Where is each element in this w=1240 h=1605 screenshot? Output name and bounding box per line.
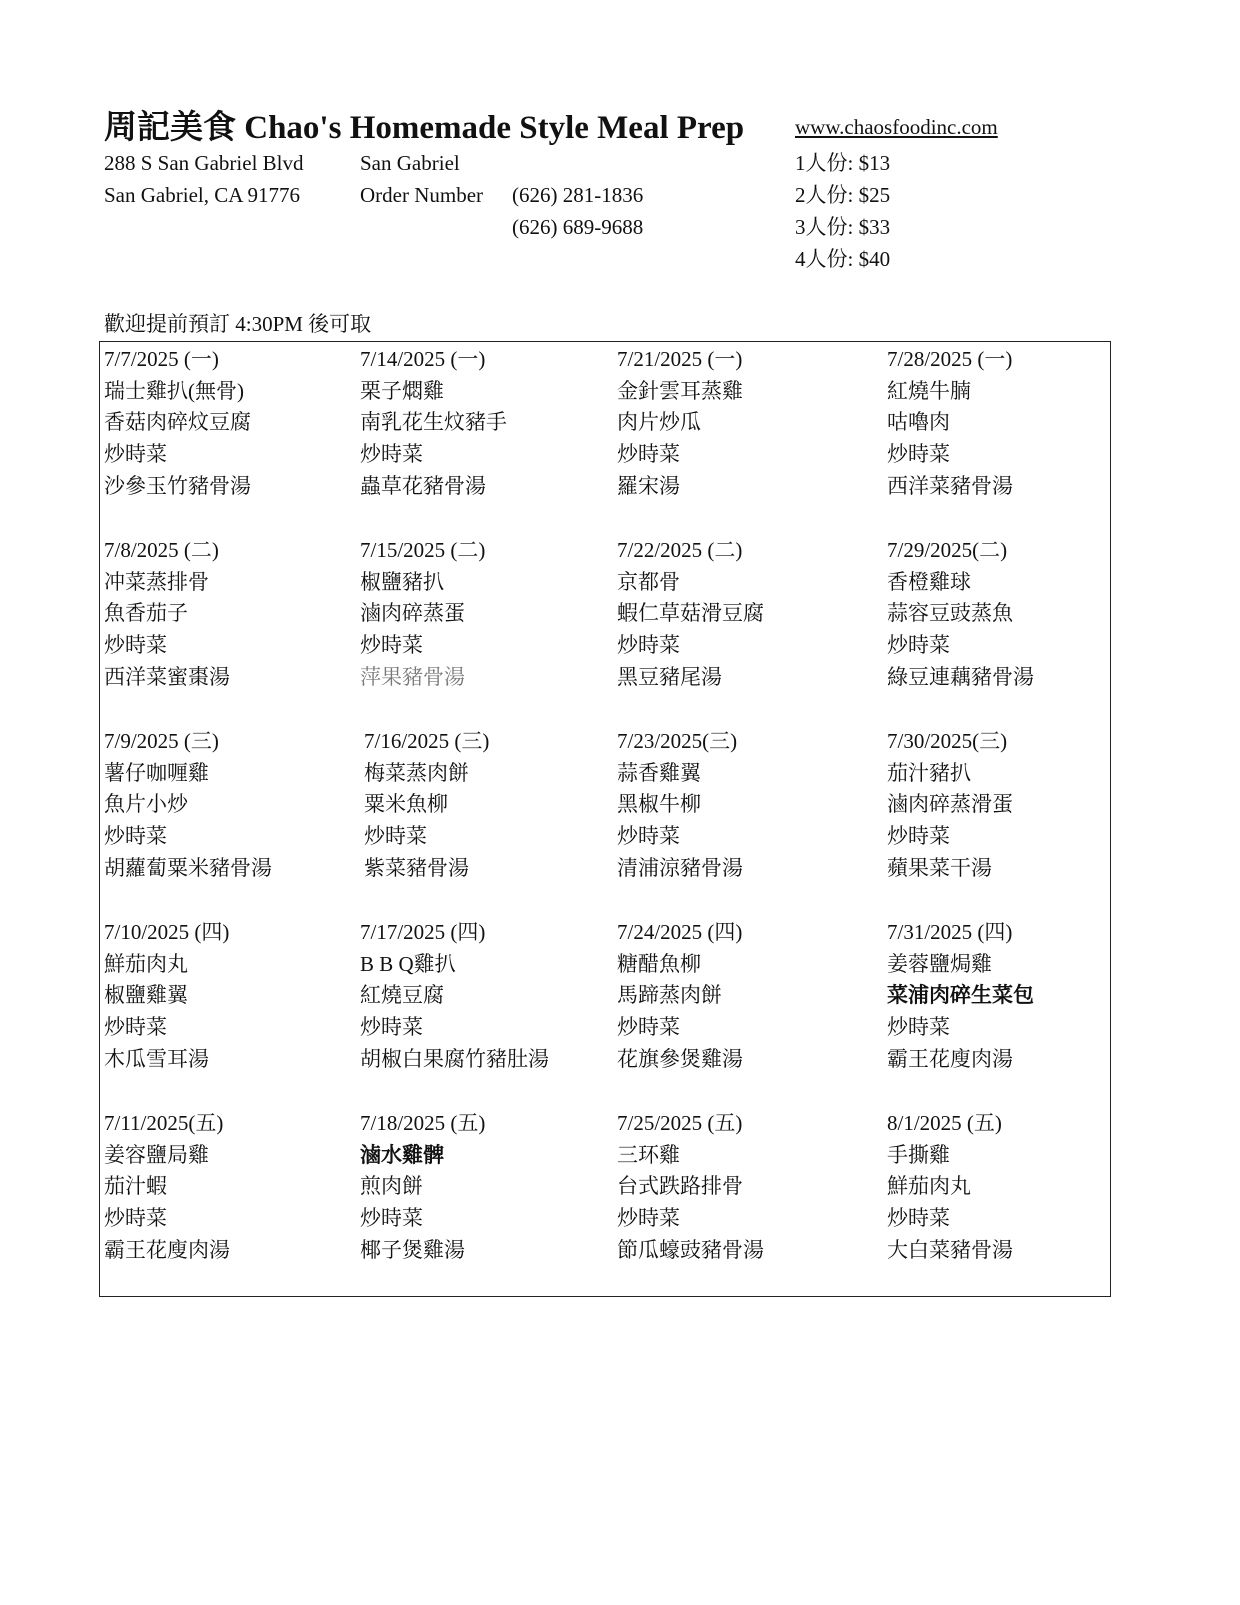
menu-item-dish: 椒鹽豬扒 — [360, 569, 444, 594]
menu-item-dish: 魚片小炒 — [104, 792, 188, 817]
menu-item-vegetable: 炒時菜 — [887, 1206, 950, 1231]
menu-item-dish: 瑞士雞扒(無骨) — [104, 378, 244, 403]
menu-day — [360, 535, 485, 694]
menu-day-date: 7/14/2025 (一) — [360, 347, 486, 371]
menu-item-soup: 霸王花廋肉湯 — [104, 1237, 230, 1262]
menu-day-date: 7/18/2025 (五) — [360, 1111, 486, 1135]
menu-day — [104, 917, 229, 1076]
menu-item-soup: 紫菜豬骨湯 — [364, 855, 469, 880]
menu-item-vegetable: 炒時菜 — [617, 633, 680, 658]
menu-item-dish: 金針雲耳蒸雞 — [617, 378, 743, 403]
menu-day — [360, 344, 507, 503]
menu-day — [364, 726, 489, 885]
menu-item-soup: 羅宋湯 — [617, 473, 680, 498]
menu-day-date: 7/7/2025 (一) — [104, 347, 219, 371]
menu-day-date: 7/23/2025(三) — [617, 729, 738, 753]
website-link[interactable]: www.chaosfoodinc.com — [795, 115, 998, 139]
menu-item-soup: 椰子煲雞湯 — [360, 1237, 465, 1262]
menu-day — [617, 726, 743, 885]
menu-item-soup: 節瓜蠔豉豬骨湯 — [617, 1237, 764, 1262]
menu-item-dish: 薯仔咖喱雞 — [104, 760, 209, 785]
menu-item-vegetable: 炒時菜 — [104, 633, 167, 658]
menu-item-vegetable: 炒時菜 — [360, 1015, 423, 1040]
price-3-person: 3人份: $33 — [795, 215, 891, 239]
menu-item-soup: 西洋菜蜜棗湯 — [104, 664, 230, 689]
menu-item-dish: 鮮茄肉丸 — [104, 951, 188, 976]
menu-item-dish: 紅燒牛腩 — [887, 378, 971, 403]
menu-day-date: 7/28/2025 (一) — [887, 347, 1013, 371]
menu-item-vegetable: 炒時菜 — [360, 1206, 423, 1231]
menu-day — [360, 917, 549, 1076]
menu-day — [887, 1108, 1013, 1267]
menu-item-soup: 霸王花廋肉湯 — [887, 1046, 1013, 1071]
menu-item-dish: 煎肉餅 — [360, 1174, 423, 1199]
menu-item-dish: 肉片炒瓜 — [617, 410, 701, 435]
menu-item-dish: 紅燒豆腐 — [360, 983, 444, 1008]
menu-day-date: 7/17/2025 (四) — [360, 920, 486, 944]
menu-day — [104, 726, 272, 885]
menu-item-vegetable: 炒時菜 — [887, 633, 950, 658]
menu-day — [360, 1108, 485, 1267]
menu-day-date: 7/30/2025(三) — [887, 729, 1008, 753]
menu-item-dish: 茄汁蝦 — [104, 1174, 167, 1199]
menu-item-dish: 蒜香雞翼 — [617, 760, 701, 785]
menu-item-dish: 黑椒牛柳 — [617, 792, 701, 817]
menu-item-dish: 三环雞 — [617, 1142, 680, 1167]
menu-day-date: 7/11/2025(五) — [104, 1111, 224, 1135]
menu-item-vegetable: 炒時菜 — [887, 1015, 950, 1040]
menu-item-soup: 萍果豬骨湯 — [360, 664, 465, 689]
menu-item-soup: 花旗參煲雞湯 — [617, 1046, 743, 1071]
menu-day — [887, 917, 1034, 1076]
phone-number-1: (626) 281-1836 — [512, 183, 644, 207]
menu-item-dish: 菜浦肉碎生菜包 — [887, 983, 1034, 1008]
menu-item-dish: 手撕雞 — [887, 1142, 950, 1167]
price-2-person: 2人份: $25 — [795, 183, 891, 207]
menu-item-dish: 魚香茄子 — [104, 601, 188, 626]
city-label: San Gabriel — [360, 151, 460, 175]
menu-day-date: 7/9/2025 (三) — [104, 729, 219, 753]
menu-item-dish: 馬蹄蒸肉餅 — [617, 983, 722, 1008]
menu-item-dish: 椒鹽雞翼 — [104, 983, 188, 1008]
price-4-person: 4人份: $40 — [795, 247, 891, 271]
menu-item-soup: 胡蘿蔔粟米豬骨湯 — [104, 855, 272, 880]
menu-item-soup: 沙參玉竹豬骨湯 — [104, 473, 251, 498]
menu-day-date: 7/10/2025 (四) — [104, 920, 230, 944]
menu-day-date: 7/25/2025 (五) — [617, 1111, 743, 1135]
menu-item-dish: 姜蓉鹽焗雞 — [887, 951, 992, 976]
menu-item-vegetable: 炒時菜 — [360, 633, 423, 658]
menu-item-vegetable: 炒時菜 — [617, 824, 680, 849]
menu-day-date: 7/31/2025 (四) — [887, 920, 1013, 944]
price-1-person: 1人份: $13 — [795, 151, 891, 175]
menu-item-vegetable: 炒時菜 — [617, 1015, 680, 1040]
menu-item-dish: 梅菜蒸肉餅 — [364, 760, 469, 785]
menu-item-soup: 大白菜豬骨湯 — [887, 1237, 1013, 1262]
menu-item-vegetable: 炒時菜 — [104, 1015, 167, 1040]
menu-item-dish: 粟米魚柳 — [364, 792, 448, 817]
menu-item-soup: 胡椒白果腐竹豬肚湯 — [360, 1046, 549, 1071]
menu-item-vegetable: 炒時菜 — [360, 442, 423, 467]
page-title: 周記美食 Chao's Homemade Style Meal Prep — [104, 110, 745, 146]
menu-item-dish: B B Q雞扒 — [360, 951, 456, 976]
menu-item-vegetable: 炒時菜 — [617, 442, 680, 467]
menu-day — [887, 344, 1013, 503]
menu-day-date: 7/29/2025(二) — [887, 538, 1008, 562]
menu-item-dish: 姜容鹽局雞 — [104, 1142, 209, 1167]
menu-item-dish: 滷肉碎蒸滑蛋 — [887, 792, 1013, 817]
menu-item-dish: 鮮茄肉丸 — [887, 1174, 971, 1199]
address-line-2: San Gabriel, CA 91776 — [104, 183, 300, 207]
menu-day — [617, 1108, 764, 1267]
menu-item-vegetable: 炒時菜 — [104, 442, 167, 467]
menu-day — [104, 1108, 230, 1267]
menu-day — [104, 344, 251, 503]
order-number-label: Order Number — [360, 183, 484, 207]
menu-item-soup: 黑豆豬尾湯 — [617, 664, 722, 689]
menu-item-soup: 蟲草花豬骨湯 — [360, 473, 486, 498]
menu-item-soup: 西洋菜豬骨湯 — [887, 473, 1013, 498]
menu-item-soup: 木瓜雪耳湯 — [104, 1046, 209, 1071]
menu-day-date: 7/15/2025 (二) — [360, 538, 486, 562]
menu-item-vegetable: 炒時菜 — [887, 442, 950, 467]
menu-day-date: 7/16/2025 (三) — [364, 729, 490, 753]
menu-day — [887, 535, 1034, 694]
menu-day — [617, 344, 743, 503]
menu-item-vegetable: 炒時菜 — [617, 1206, 680, 1231]
menu-day — [617, 917, 743, 1076]
menu-day-date: 7/8/2025 (二) — [104, 538, 219, 562]
menu-item-dish: 糖醋魚柳 — [617, 951, 701, 976]
menu-item-vegetable: 炒時菜 — [104, 824, 167, 849]
menu-item-soup: 綠豆連藕豬骨湯 — [887, 664, 1034, 689]
menu-item-vegetable: 炒時菜 — [364, 824, 427, 849]
menu-item-dish: 滷水雞髀 — [360, 1142, 444, 1167]
menu-item-dish: 蝦仁草菇滑豆腐 — [617, 601, 764, 626]
menu-item-dish: 冲菜蒸排骨 — [104, 569, 209, 594]
menu-day-date: 7/24/2025 (四) — [617, 920, 743, 944]
menu-item-dish: 香菇肉碎炆豆腐 — [104, 410, 251, 435]
menu-item-dish: 南乳花生炆豬手 — [360, 410, 507, 435]
preorder-notice: 歡迎提前預訂 4:30PM 後可取 — [104, 312, 372, 336]
menu-item-dish: 咕嚕肉 — [887, 410, 950, 435]
menu-item-dish: 台式跌路排骨 — [617, 1174, 743, 1199]
menu-item-dish: 蒜容豆豉蒸魚 — [887, 601, 1013, 626]
menu-item-dish: 栗子燜雞 — [360, 378, 444, 403]
menu-item-soup: 清浦涼豬骨湯 — [617, 855, 743, 880]
menu-item-dish: 茄汁豬扒 — [887, 760, 971, 785]
menu-day — [104, 535, 230, 694]
menu-item-vegetable: 炒時菜 — [104, 1206, 167, 1231]
menu-item-vegetable: 炒時菜 — [887, 824, 950, 849]
menu-item-soup: 蘋果菜干湯 — [887, 855, 992, 880]
menu-item-dish: 京都骨 — [617, 569, 680, 594]
menu-day-date: 7/21/2025 (一) — [617, 347, 743, 371]
menu-day-date: 8/1/2025 (五) — [887, 1111, 1002, 1135]
menu-day — [887, 726, 1013, 885]
menu-grid — [99, 341, 1111, 1297]
menu-day-date: 7/22/2025 (二) — [617, 538, 743, 562]
menu-day — [617, 535, 764, 694]
menu-item-dish: 滷肉碎蒸蛋 — [360, 601, 465, 626]
phone-number-2: (626) 689-9688 — [512, 215, 644, 239]
menu-item-dish: 香橙雞球 — [887, 569, 971, 594]
address-line-1: 288 S San Gabriel Blvd — [104, 151, 304, 175]
